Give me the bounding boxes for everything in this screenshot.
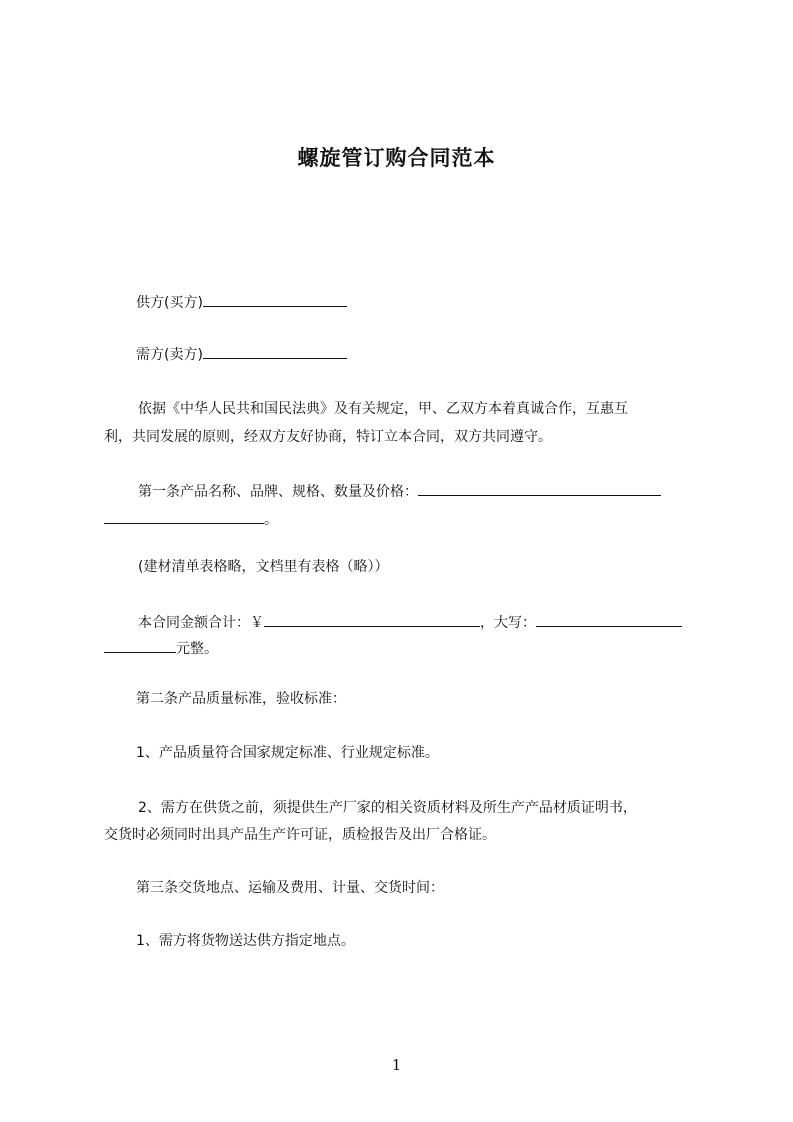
article-2-item-2-line-1: 2、需方在供货之前，须提供生产厂家的相关资质材料及所生产产品材质证明书， [138,800,637,816]
article-3-title: 第三条交货地点、运输及费用、计量、交货时间： [136,880,444,896]
article-1-heading: 第一条产品名称、品牌、规格、数量及价格： [138,484,418,500]
buyer-label: 需方(卖方) [136,347,203,363]
article-2-title: 第二条产品质量标准，验收标准： [136,691,346,707]
document-title: 螺旋管订购合同范本 [297,146,496,170]
intro-paragraph-line-2: 利，共同发展的原则，经双方友好协商，特订立本合同，双方共同遵守。 [104,429,552,445]
article-1-end: 。 [264,512,278,528]
article-2-item-2-line-2: 交货时必须同时出具产品生产许可证，质检报告及出厂合格证。 [104,827,496,843]
total-amount-blank [264,612,480,627]
buyer-line [136,344,347,364]
total-daxie-label: ，大写： [480,615,536,631]
total-suffix: 元整。 [176,641,218,657]
total-daxie-blank-2 [104,638,176,653]
supplier-blank [203,292,347,307]
article-1-blank [418,481,661,496]
total-line-2 [104,638,218,658]
article-1-line [138,481,661,501]
supplier-line [136,292,347,312]
total-prefix: 本合同金额合计：￥ [138,615,264,631]
materials-note: (建材清单表格略，文档里有表格（略）） [138,559,389,575]
supplier-label: 供方(买方) [136,295,203,311]
intro-paragraph-line-1: 依据《中华人民共和国民法典》及有关规定，甲、乙双方本着真诚合作，互惠互 [138,401,628,417]
total-line [138,612,682,632]
article-2-item-1: 1、产品质量符合国家规定标准、行业规定标准。 [136,745,439,761]
page-number: 1 [391,1056,402,1074]
total-daxie-blank [536,612,682,627]
buyer-blank [203,344,347,359]
article-3-item-1: 1、需方将货物送达供方指定地点。 [136,933,355,949]
article-1-line-2 [104,509,278,529]
article-1-blank-2 [104,509,264,524]
